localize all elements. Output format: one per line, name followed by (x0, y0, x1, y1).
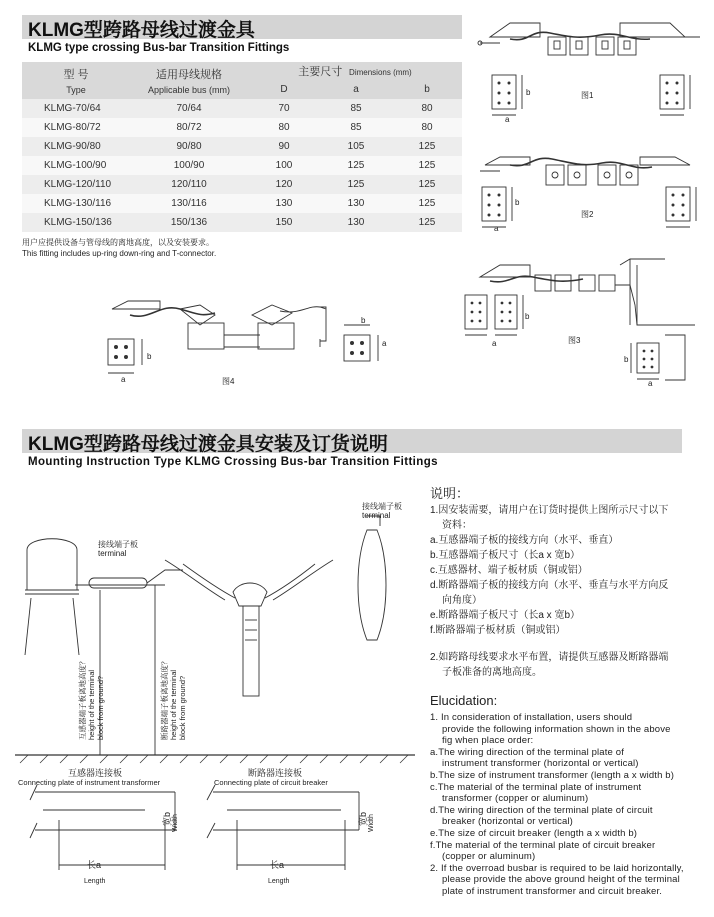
table-row: KLMG-130/116 130/116 130 130 125 (22, 194, 462, 213)
fig4-label: 图4 (222, 377, 235, 386)
explain-cn-heading: 说明： (430, 486, 470, 501)
terminal-label-cn-right: 接线端子板 (362, 502, 402, 511)
section1-title-cn: KLMG型跨路母线过渡金具 (28, 20, 255, 41)
spec-table (22, 62, 462, 232)
fig3-dim-b: b (525, 312, 530, 321)
width-cb-en: Width (368, 814, 375, 832)
fig4-dim-b: b (147, 352, 152, 361)
header-a: a (320, 80, 392, 99)
height-it-label: 互感器端子板离地高度？ height of the terminal block from ground? (78, 657, 105, 740)
table-row: KLMG-70/64 70/64 70 85 80 (22, 99, 462, 118)
table-row: KLMG-100/90 100/90 100 125 125 (22, 156, 462, 175)
fig1-dim-b: b (526, 88, 531, 97)
figure-2-drawing (470, 145, 710, 240)
fig3-dim-a: a (492, 339, 497, 348)
explain-en-heading: Elucidation: (430, 693, 498, 708)
fig2-dim-a: a (494, 224, 499, 233)
plate-cb-cn: 断路器连接板 (248, 768, 303, 778)
terminal-label-en: terminal (98, 549, 127, 558)
fig4-dim-b-2: b (361, 316, 366, 325)
height-cb-label: 断路器端子板离地高度？ height of the terminal block from ground? (160, 657, 187, 740)
fig1-dim-a: a (505, 115, 510, 124)
section1-title-en: KLMG type crossing Bus-bar Transition Fittings (28, 42, 290, 54)
note-en: This fitting includes up-ring down-ring and T-connector. (22, 249, 217, 258)
note-cn: 用户应提供设备与管母线的离地高度，以及安装要求。 (22, 238, 214, 247)
terminal-label-cn: 接线端子板 (98, 540, 138, 549)
table-row: KLMG-120/110 120/110 120 125 125 (22, 175, 462, 194)
fig4-dim-a: a (121, 375, 126, 384)
plate-it-en: Connecting plate of instrument transformer (18, 778, 161, 787)
width-cb-cn: 宽b (358, 811, 368, 826)
fig3-label: 图3 (568, 336, 581, 345)
explain-cn-block: 1.因安装需要，请用户在订货时提供上图所示尺寸以下 资料： a.互感器端子板的接线方向（水平、垂直） b.互感器端子板尺寸（长a x 宽b） c.互感器材、端子板材质（铜或铝） d.断路器端子板的接线方向（水平、垂直与水平方向反 向角度） e.断路器端子板尺寸（长a x 宽b） f.断路器端子板材质（铜或铝） 2.如跨路母线要求水平布置，请提供互感器及断路器端 子板准备的离地高度。 (430, 505, 669, 678)
fig2-dim-b: b (515, 198, 520, 207)
fig3-dim-a-2: a (648, 379, 653, 388)
table-row: KLMG-80/72 80/72 80 85 80 (22, 118, 462, 137)
fig1-label: 图1 (581, 91, 594, 100)
length-cb-cn: 长a (270, 860, 285, 870)
header-dimensions: 主要尺寸 Dimensions (mm) (248, 62, 462, 80)
fig3-dim-b-2: b (624, 355, 629, 364)
length-cb-en: Length (268, 878, 290, 885)
section2-title-en: Mounting Instruction Type KLMG Crossing Bus-bar Transition Fittings (28, 456, 438, 468)
fig2-label: 图2 (581, 210, 594, 219)
length-it-cn: 长a (87, 860, 102, 870)
figure-3-drawing (455, 255, 705, 390)
header-bus: 适用母线规格 Applicable bus (mm) (130, 62, 248, 99)
figure-1-drawing (470, 15, 710, 125)
header-b: b (392, 80, 462, 99)
section2-title-cn: KLMG型跨路母线过渡金具安装及订货说明 (28, 434, 388, 455)
fig4-dim-a-2: a (382, 339, 387, 348)
table-row: KLMG-150/136 150/136 150 130 125 (22, 213, 462, 232)
header-model: 型 号 Type (22, 62, 130, 99)
explain-en-block: 1. In consideration of installation, users should provide the following information shown in the above fig when place order: a.The wiring direction of the terminal plate of instrument transformer (horizontal or vertical) b.The size of instrument transformer (length a x width b) c.The material of the terminal plate of instrument transformer (copper or aluminum) d.The wiring direction of the terminal plate of circuit breaker (horizontal or vertical) e.The size of circuit breaker (length a x width b) f.The material of the terminal plate of circuit breaker (copper or aluminum) 2. If the overroad busbar is required to be laid horizontally, please provide the above ground height of the terminal plate of instrument transformer and circuit breaker. (430, 712, 684, 897)
plate-cb-en: Connecting plate of circuit breaker (214, 778, 328, 787)
width-it-cn: 宽b (162, 811, 172, 826)
length-it-en: Length (84, 878, 106, 885)
terminal-label-en-right: terminal (362, 511, 391, 520)
table-row: KLMG-90/80 90/80 90 105 125 (22, 137, 462, 156)
plate-it-cn: 互感器连接板 (68, 768, 123, 778)
figure-4-drawing (100, 295, 400, 390)
width-it-en: Width (172, 814, 179, 832)
header-D: D (248, 80, 320, 99)
installation-drawing (15, 480, 415, 900)
